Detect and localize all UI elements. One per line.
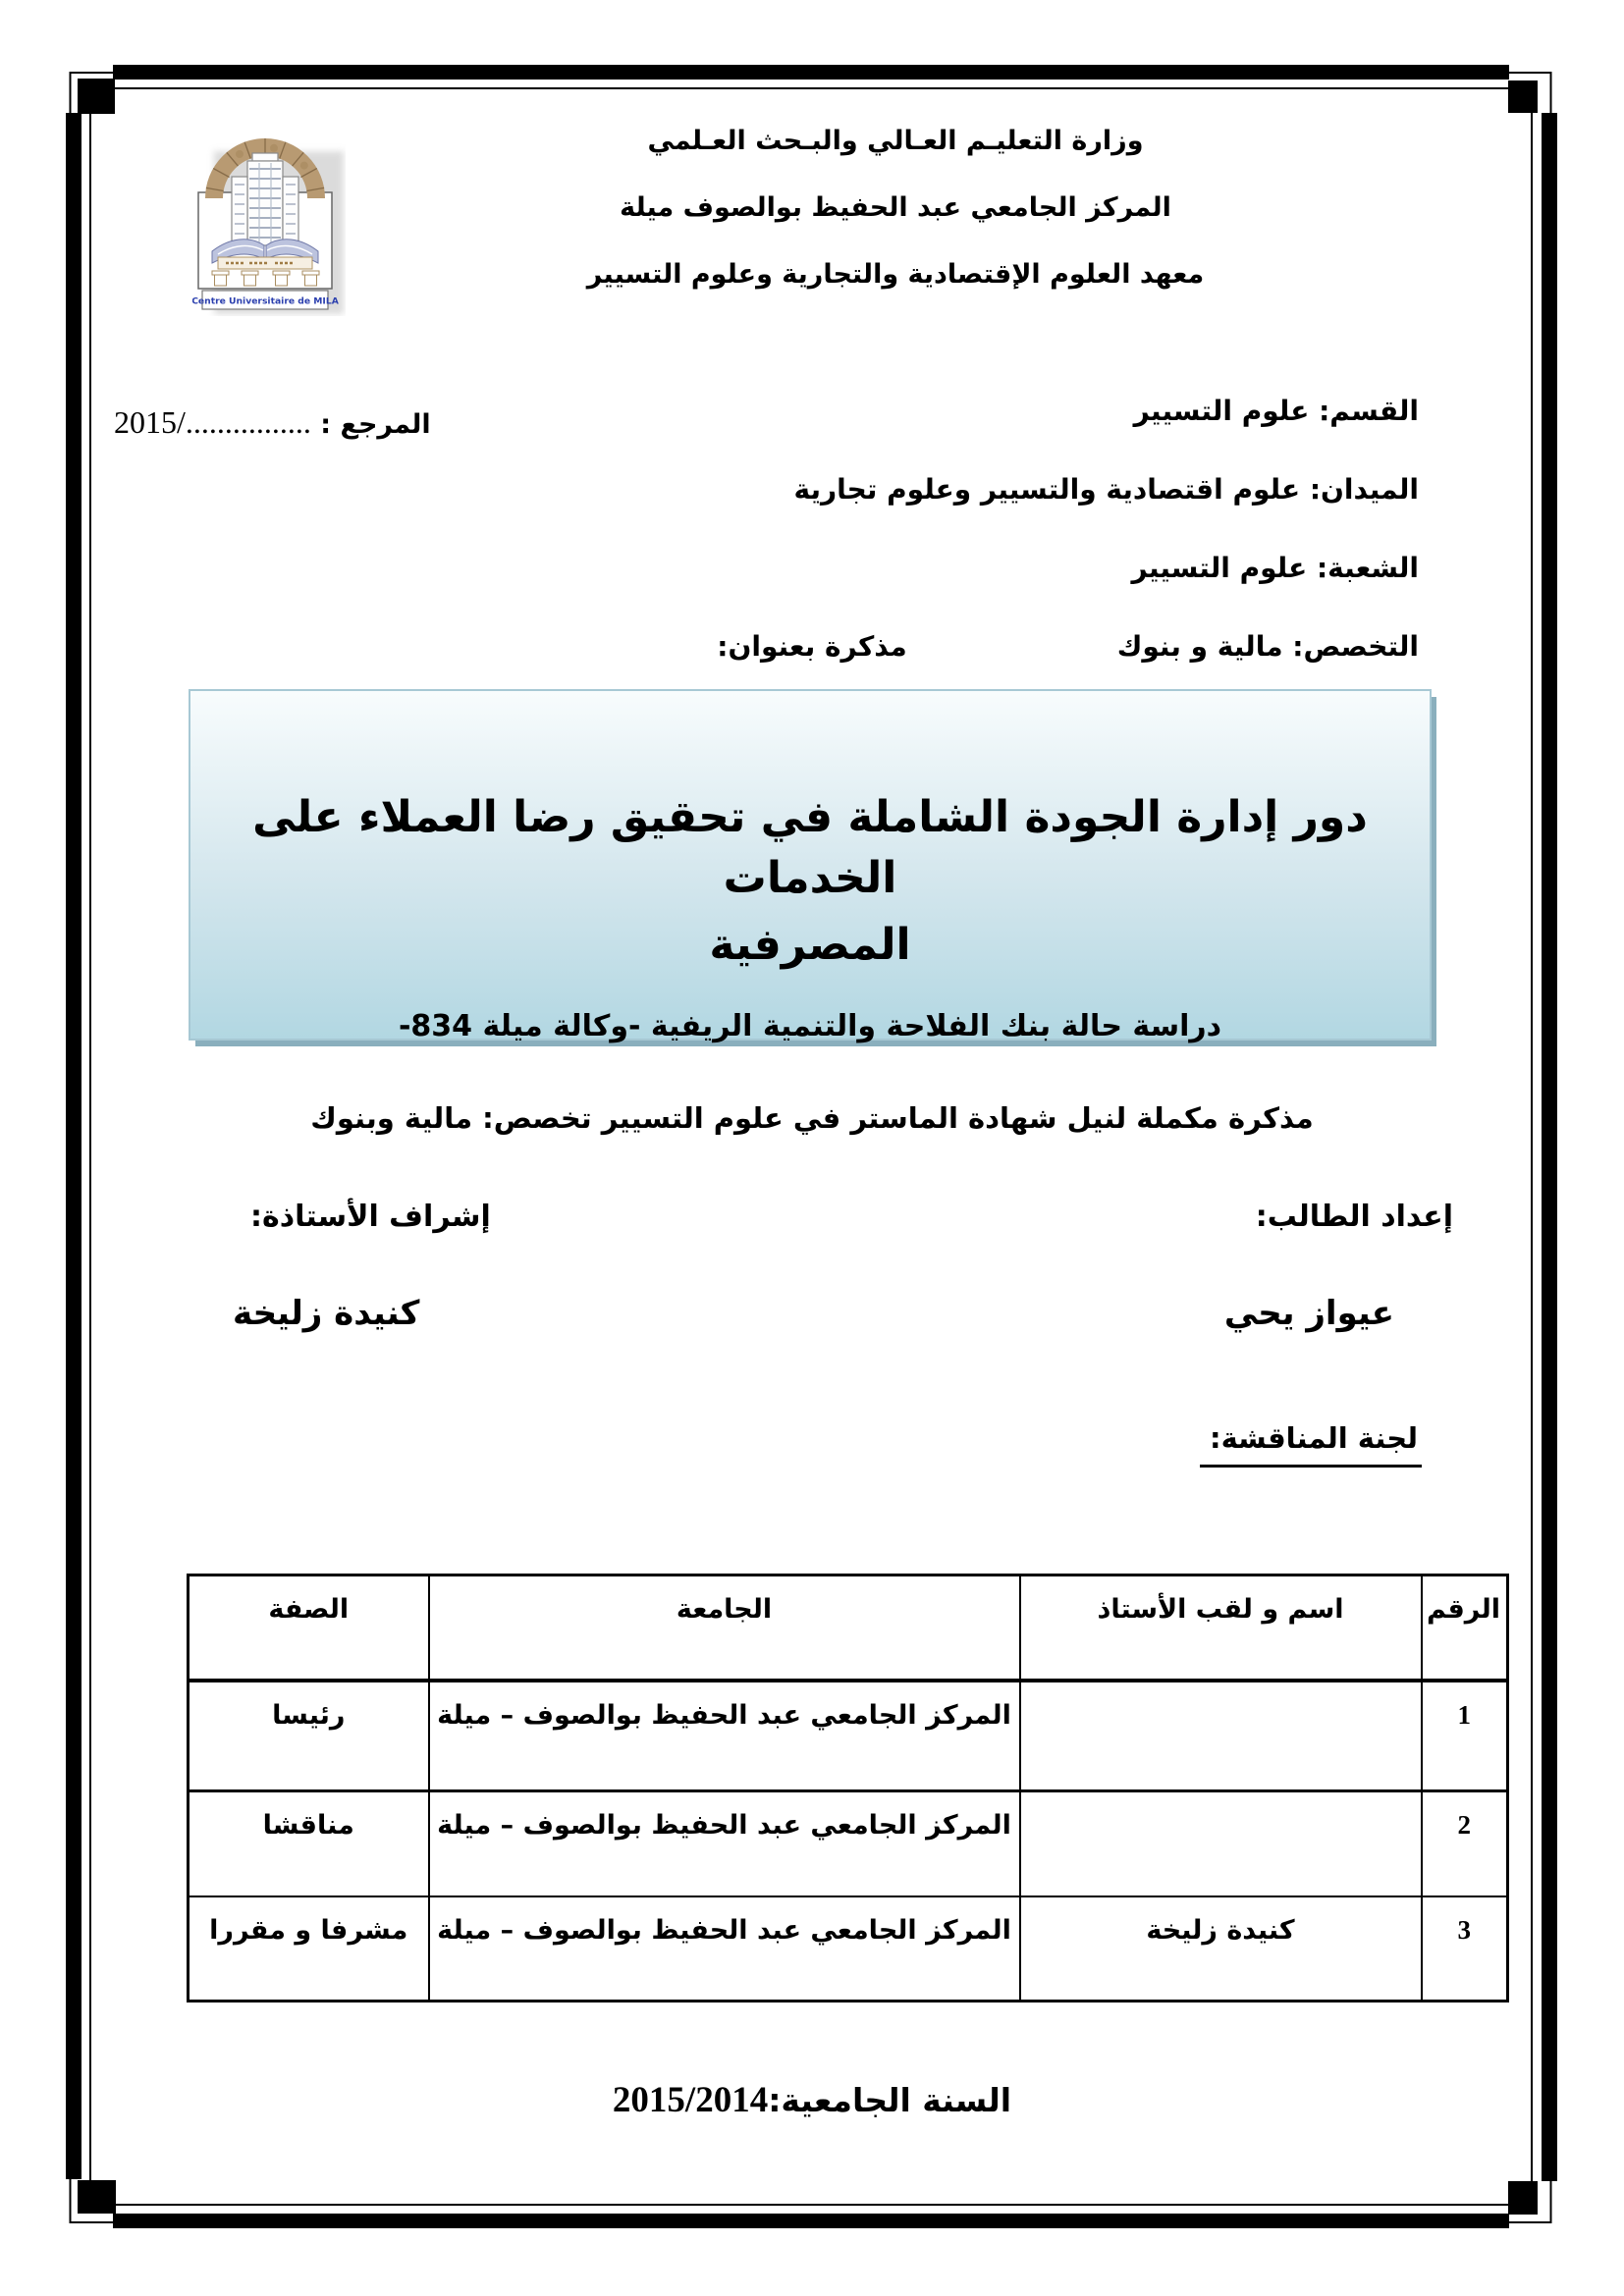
reference-label: المرجع : [320, 409, 431, 440]
student-label: إعداد الطالب: [1255, 1200, 1453, 1234]
row-professor-name: كنيدة زليخة [1020, 1896, 1422, 2002]
thesis-title-line-1: دور إدارة الجودة الشاملة في تحقيق رضا العملاء على الخدمات [252, 792, 1368, 903]
memo-label: مذكرة بعنوان: [717, 630, 907, 663]
ministry-header [295, 126, 1496, 326]
table-row [189, 1896, 1508, 2002]
header-university: الجامعة [429, 1575, 1020, 1681]
row-role: مشرفا و مقررا [189, 1896, 429, 2002]
reference-line [114, 404, 431, 441]
row-university: المركز الجامعي عبد الحفيظ بوالصوف – ميلة [429, 1681, 1020, 1791]
committee-table [187, 1574, 1509, 2002]
committee-heading: لجنة المناقشة: [1200, 1421, 1422, 1468]
ministry-line-2: المركز الجامعي عبد الحفيظ بوالصوف ميلة [620, 192, 1171, 223]
building-roof [252, 153, 278, 161]
academic-year [0, 2079, 1624, 2121]
branch-line: الشعبة: علوم التسيير [1131, 552, 1419, 584]
row-professor-name [1020, 1791, 1422, 1896]
academic-year-value: 2015/2014 [612, 2080, 769, 2120]
department-line: القسم: علوم التسيير [1133, 395, 1419, 427]
specialty-line: التخصص: مالية و بنوك [1116, 630, 1419, 663]
degree-note: مذكرة مكملة لنيل شهادة الماستر في علوم التسيير تخصص: مالية وبنوك [310, 1101, 1314, 1135]
row-num: 1 [1422, 1681, 1508, 1791]
table-header-row [189, 1575, 1508, 1681]
title-box [189, 689, 1432, 1041]
thesis-subtitle: دراسة حالة بنك الفلاحة والتنمية الريفية -وكالة ميلة 834- [398, 1009, 1222, 1043]
row-role: رئيسا [189, 1681, 429, 1791]
header-num: الرقم [1422, 1575, 1508, 1681]
header-name: اسم و لقب الأستاذ [1020, 1575, 1422, 1681]
supervisor-name: كنيدة زليخة [233, 1294, 420, 1333]
academic-year-label: السنة الجامعية: [768, 2081, 1012, 2119]
row-professor-name [1020, 1681, 1422, 1791]
row-num: 3 [1422, 1896, 1508, 2002]
row-num: 2 [1422, 1791, 1508, 1896]
table-row [189, 1791, 1508, 1896]
table-row [189, 1681, 1508, 1791]
building-tower [247, 161, 283, 245]
field-line: الميدان: علوم اقتصادية والتسيير وعلوم تجارية [793, 473, 1419, 506]
row-university: المركز الجامعي عبد الحفيظ بوالصوف – ميلة [429, 1791, 1020, 1896]
supervisor-label: إشراف الأستاذة: [250, 1200, 491, 1234]
ministry-line-3: معهد العلوم الإقتصادية والتجارية وعلوم التسيير [586, 259, 1205, 290]
thesis-title-line-2: المصرفية [709, 920, 911, 970]
row-role: مناقشا [189, 1791, 429, 1896]
student-name: عيواز يحي [1223, 1294, 1394, 1333]
row-university: المركز الجامعي عبد الحفيظ بوالصوف – ميلة [429, 1896, 1020, 2002]
ministry-line-1: وزارة التعليـم العـالي والبـحث العـلمي [647, 126, 1144, 156]
reference-value: 2015/................ [114, 404, 311, 440]
header-role: الصفة [189, 1575, 429, 1681]
logo-caption: Centre Universitaire de MILA [192, 295, 339, 307]
